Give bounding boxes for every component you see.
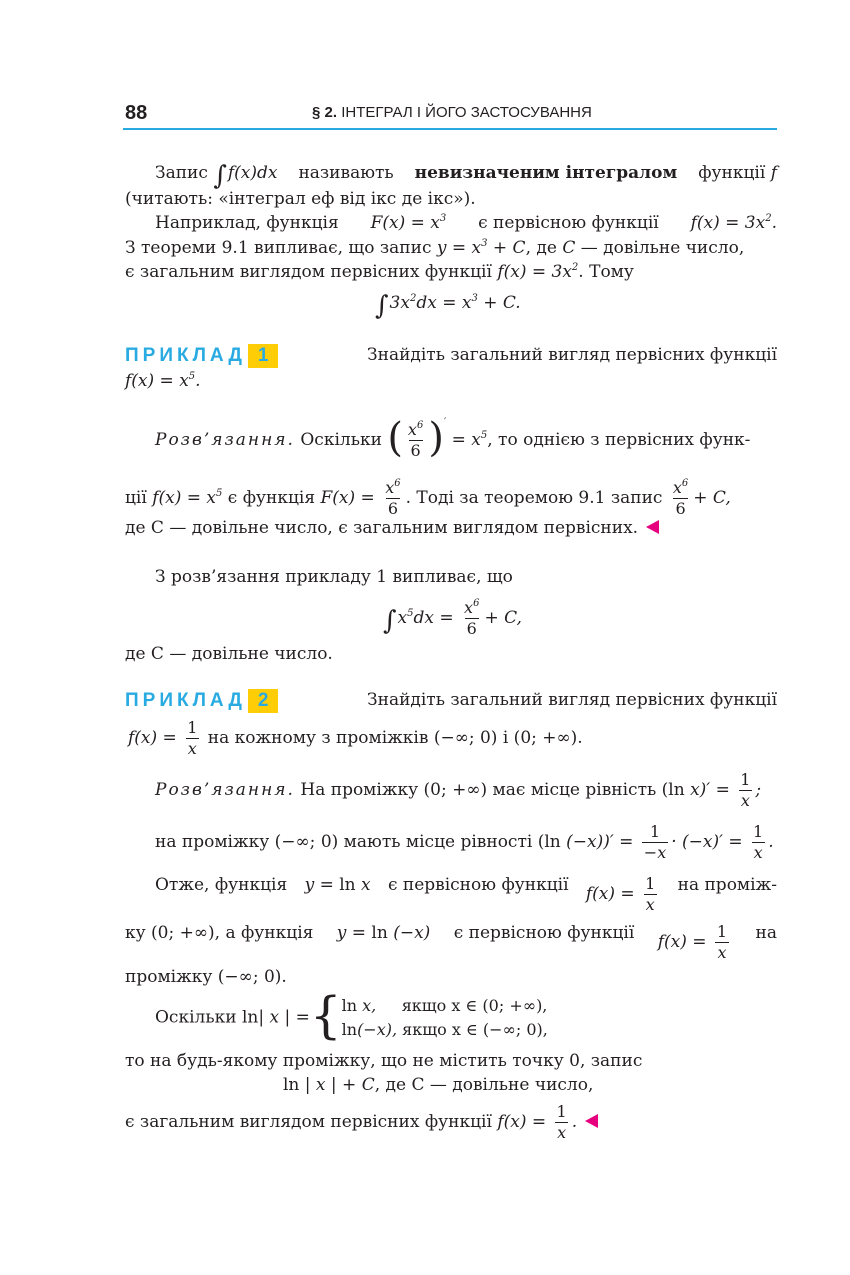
example-1-solution-3: де C — довільне число, є загальним виглядом первісних. — [125, 517, 659, 539]
example-2-label: ПРИКЛАД — [125, 690, 246, 711]
example-2-heading — [125, 689, 777, 713]
example-2-number: 2 — [248, 689, 279, 713]
example-2-conclusion-2: ln | x | + C, де C — довільне число, — [283, 1075, 594, 1095]
example-1-number: 1 — [248, 344, 279, 368]
header-rule — [123, 128, 777, 130]
example-2-para-2: ку (0; +∞), а функція y = ln (−x) є первісною функції f(x) = $\frac{1}{x}$ на — [125, 922, 777, 962]
example-1-solution-1: Розв’язання. Оскільки ( $\frac{x^6}{6}$ )$' = x^5$, то однією з первісних функ- — [155, 415, 751, 461]
example-1-label: ПРИКЛАД — [125, 345, 246, 366]
running-header — [312, 104, 592, 121]
intro-line-1: Запис ∫f(x)dx називають невизначеним інтегралом функції f — [155, 161, 777, 191]
example-1-after-2: де C — довільне число. — [125, 644, 333, 664]
example-2-conclusion-3: є загальним виглядом первісних функції f(x) = $\frac{1}{x}$ . — [125, 1102, 598, 1143]
example-1-heading — [125, 344, 777, 368]
example-1-task: Знайдіть загальний вигляд первісних функції — [367, 345, 777, 365]
example-2-cases: Оскільки ln| x | ={ ln x, якщо x ∈ (0; +∞), ln(−x), якщо x ∈ (−∞; 0), — [155, 986, 548, 1045]
example-2-task: Знайдіть загальний вигляд первісних функції — [367, 690, 777, 710]
intro-line-3: Наприклад, функція $F(x) = x^3$ є первісною функції $f(x) = 3x^2$. — [155, 213, 777, 233]
example-2-function: f(x) = $\frac{1}{x}$ на кожному з проміжків (−∞; 0) і (0; +∞). — [128, 718, 583, 758]
formula-int-x5: $\int x^5dx$ = $\frac{x^6}{6}$ + C, — [383, 598, 522, 638]
example-2-para-1: Отже, функція y = ln x є первісною функції f(x) = $\frac{1}{x}$ на промiж- — [155, 874, 777, 914]
example-2-para-3: проміжку (−∞; 0). — [125, 967, 287, 987]
intro-line-5: є загальним виглядом первісних функції $f(x) = 3x^2$. Тому — [125, 262, 634, 282]
example-2-solution-2: на проміжку (−∞; 0) мають місце рівності (ln (−x))′ = $\frac{1}{-x}$ · (−x)′ = $\frac{1}{x}$ . — [155, 822, 774, 862]
page-number: 88 — [125, 102, 148, 124]
intro-line-4: З теореми 9.1 випливає, що запис $y = x^3 + C$, де C — довільне число, — [125, 238, 745, 258]
section-title: ІНТЕГРАЛ І ЙОГО ЗАСТОСУВАННЯ — [341, 104, 592, 121]
end-of-solution-icon — [585, 1114, 598, 1128]
example-2-solution-1: Розв’язання. На проміжку (0; +∞) має місце рівність (ln x)′ = $\frac{1}{x}$ ; — [155, 770, 762, 810]
intro-line-2: (читають: «інтеграл еф від ікс де ікс»). — [125, 189, 476, 209]
example-1-function: $f(x) = x^5$. — [125, 371, 201, 391]
formula-int-3x2: $\int 3x^2dx = x^3 + C$. — [375, 291, 521, 321]
end-of-solution-icon — [646, 520, 659, 534]
example-2-conclusion-1: то на будь-якому проміжку, що не містить точку 0, запис — [125, 1051, 643, 1071]
section-mark: § 2. — [312, 104, 338, 121]
example-1-after-1: З розв’язання прикладу 1 випливає, що — [155, 567, 513, 587]
example-1-solution-2: ції $f(x) = x^5$ є функція F(x) = $\frac{x^6}{6}$ . Тоді за теоремою 9.1 запис $\frac{x^6}{6}$ + C, — [125, 478, 731, 518]
term-indefinite-integral: невизначеним інтегралом — [414, 163, 678, 183]
